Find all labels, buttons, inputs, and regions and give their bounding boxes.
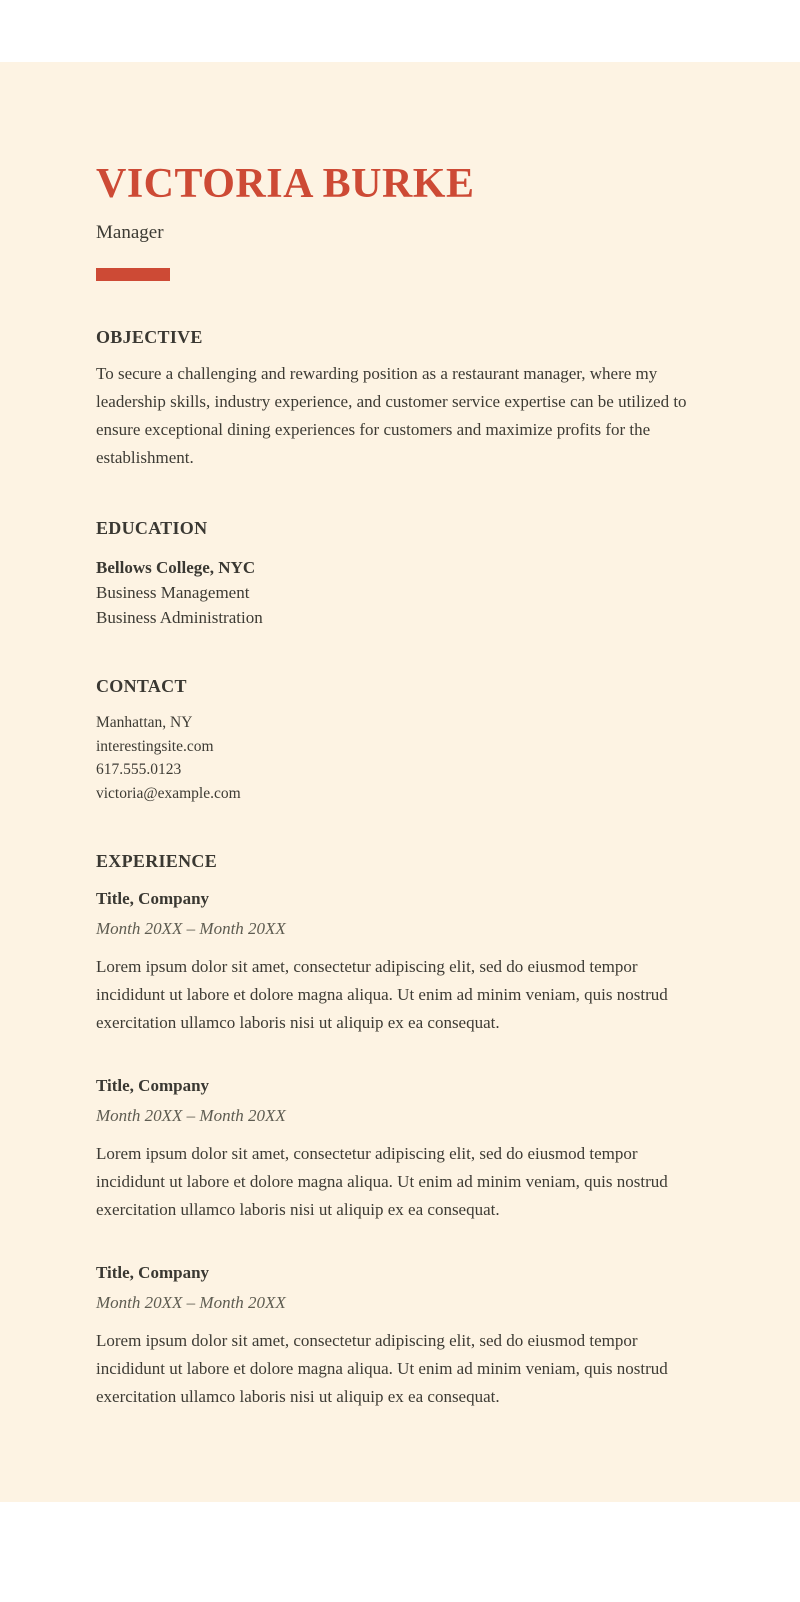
experience-entry xyxy=(96,1262,704,1411)
objective-section xyxy=(96,327,704,472)
experience-dates: Month 20XX – Month 20XX xyxy=(96,919,286,939)
contact-website: interestingsite.com xyxy=(96,737,214,755)
contact-phone: 617.555.0123 xyxy=(96,761,182,779)
education-section xyxy=(96,518,704,630)
accent-bar xyxy=(96,268,170,281)
objective-text: To secure a challenging and rewarding position as a restaurant manager, where my leadership skills, industry experience, and customer service expertise can be utilized to ensure exceptional dining experiences for customers and maximize profits for the establishment. xyxy=(96,364,687,468)
contact-section xyxy=(96,676,704,805)
education-heading: EDUCATION xyxy=(96,518,208,539)
resume-sheet xyxy=(0,62,800,1502)
experience-dates: Month 20XX – Month 20XX xyxy=(96,1293,286,1313)
name-heading: VICTORIA BURKE xyxy=(96,161,475,207)
experience-heading: EXPERIENCE xyxy=(96,851,218,872)
contact-email: victoria@example.com xyxy=(96,784,241,802)
job-title: Manager xyxy=(96,222,164,244)
experience-title: Title, Company xyxy=(96,1263,210,1283)
experience-description: Lorem ipsum dolor sit amet, consectetur adipiscing elit, sed do eiusmod tempor incididunt ut labore et dolore magna aliqua. Ut enim ad minim veniam, quis nostrud exercitation ullamco laboris nisi ut aliquip ex ea consequat. xyxy=(96,957,668,1033)
education-degree: Business Management xyxy=(96,583,250,603)
objective-heading: OBJECTIVE xyxy=(96,327,203,348)
experience-entry xyxy=(96,888,704,1037)
experience-title: Title, Company xyxy=(96,1076,210,1096)
experience-description: Lorem ipsum dolor sit amet, consectetur adipiscing elit, sed do eiusmod tempor incididunt ut labore et dolore magna aliqua. Ut enim ad minim veniam, quis nostrud exercitation ullamco laboris nisi ut aliquip ex ea consequat. xyxy=(96,1144,668,1220)
education-degree: Business Administration xyxy=(96,608,263,628)
experience-description: Lorem ipsum dolor sit amet, consectetur adipiscing elit, sed do eiusmod tempor incididunt ut labore et dolore magna aliqua. Ut enim ad minim veniam, quis nostrud exercitation ullamco laboris nisi ut aliquip ex ea consequat. xyxy=(96,1331,668,1407)
experience-section xyxy=(96,851,704,1411)
experience-title: Title, Company xyxy=(96,889,210,909)
education-school: Bellows College, NYC xyxy=(96,558,256,578)
contact-location: Manhattan, NY xyxy=(96,714,193,732)
experience-entry xyxy=(96,1075,704,1224)
experience-dates: Month 20XX – Month 20XX xyxy=(96,1106,286,1126)
contact-list xyxy=(96,711,704,805)
contact-heading: CONTACT xyxy=(96,676,187,697)
